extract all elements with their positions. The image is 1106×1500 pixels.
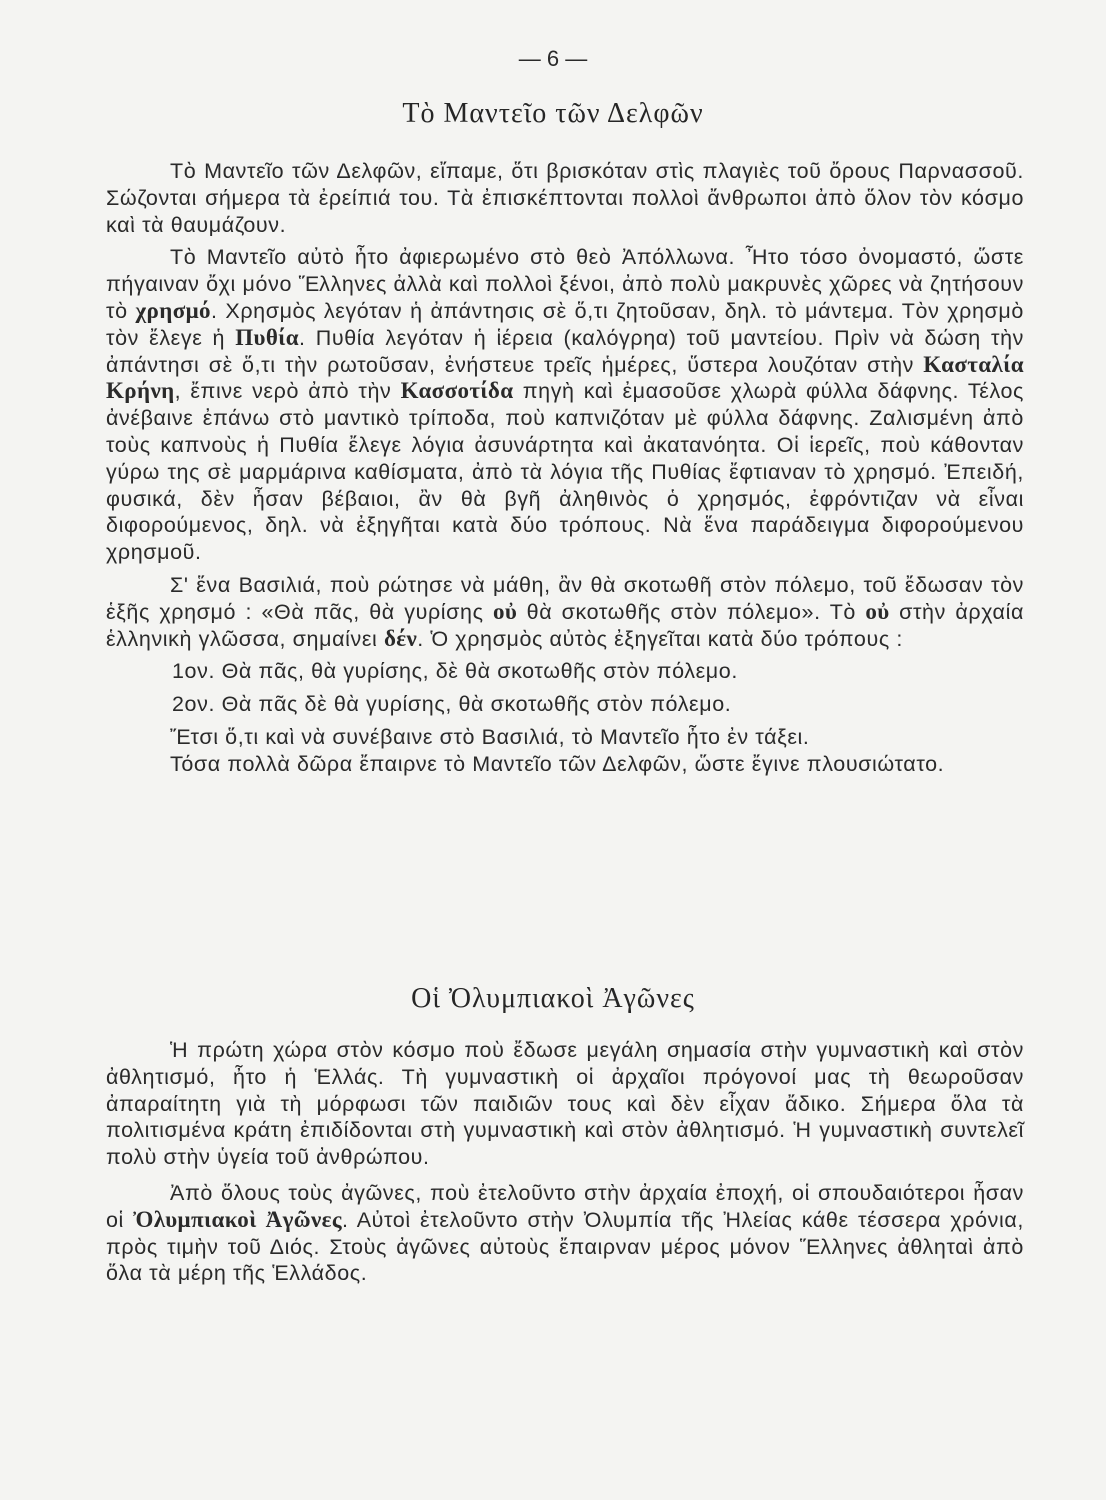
bold-term-oracle: χρησμό bbox=[135, 297, 211, 323]
text: θὰ σκοτωθῆς στὸν πόλεμο». Τὸ bbox=[517, 599, 866, 624]
text: πηγὴ καὶ ἐμασοῦσε χλωρὰ φύλλα δάφνης. Τέλος ἀνέβαινε ἐπάνω στὸ μαντικὸ τρίποδα, ποὺ καπνιζόταν μὲ φύλλα δάφνης. Ζαλισμένη ἀπὸ τοὺς καπνοὺς ἡ Πυθία ἔλεγε λόγια ἀσυνάρτητα καὶ ἀκατανόητα. Οἱ ἱερεῖς, ποὺ κάθονταν γύρω της σὲ μαρμάρινα καθίσματα, ἀπὸ τὰ λόγια τῆς Πυθίας ἔφτιαναν τὸ χρησμό. Ἐπειδή, φυσικά, δὲν ἦσαν βέβαιοι, ἂν θὰ βγῆ ἀληθινὸς ὁ χρησμός, ἐφρόντιζαν νὰ εἶναι διφορούμενος, δηλ. νὰ ἐξηγῆται κατὰ δύο τρόπους. Νὰ ἕνα παράδειγμα διφορούμενου χρησμοῦ. bbox=[106, 379, 1024, 565]
bold-term-olympic-games: Ὀλυμπιακοὶ Ἀγῶνες bbox=[133, 1206, 342, 1232]
paragraph bbox=[106, 1180, 1024, 1287]
text: . Αὐτοὶ ἐτελοῦντο στὴν Ὀλυμπία τῆς Ἠλείας κάθε τέσσερα χρόνια, πρὸς τιμὴν τοῦ Διός. Στοὺς ἀγῶνες αὐτοὺς ἔπαιρναν μέρος μόνον Ἕλληνες ἀθληταὶ ἀπὸ ὅλα τὰ μέρη τῆς Ἑλλάδος. bbox=[106, 1207, 1024, 1286]
list-item: 1ον. Θὰ πᾶς, θὰ γυρίσης, δὲ θὰ σκοτωθῆς στὸν πόλεμο. bbox=[172, 659, 738, 684]
text: . Ὁ χρησμὸς αὐτὸς ἐξηγεῖται κατὰ δύο τρόπους : bbox=[417, 626, 903, 651]
paragraph: Ἡ πρώτη χώρα στὸν κόσμο ποὺ ἔδωσε μεγάλη σημασία στὴν γυμναστικὴ καὶ στὸν ἀθλητισμό, ἦτο ἡ Ἑλλάς. Τὴ γυμναστικὴ οἱ ἀρχαῖοι πρόγονοί μας τὴ θεωροῦσαν ἀπαραίτητη γιὰ τὴ μόρφωσι τῶν παιδιῶν τους καὶ δὲν εἶχαν ἄδικο. Σήμερα ὅλα τὰ πολιτισμένα κράτη ἐπιδίδονται στὴ γυμναστικὴ καὶ στὸν ἀθλητισμό. Ἡ γυμναστικὴ συντελεῖ πολὺ στὴν ὑγεία τοῦ ἀνθρώπου. bbox=[106, 1038, 1024, 1170]
text: . Χρησμὸς λεγόταν ἡ ἀπάντησις σὲ ὅ,τι ζητοῦσαν, δηλ. τὸ μάντεμα. Τὸν χρησμὸ τὸν ἔλεγε ἡ bbox=[106, 298, 1024, 350]
paragraph: Τὸ Μαντεῖο τῶν Δελφῶν, εἴπαμε, ὅτι βρισκόταν στὶς πλαγιὲς τοῦ ὄρους Παρνασσοῦ. Σώζονται σήμερα τὰ ἐρείπιά του. Τὰ ἐπισκέπτονται πολλοὶ ἄνθρωποι ἀπὸ ὅλον τὸν κόσμο καὶ τὰ θαυμάζουν. bbox=[106, 159, 1024, 237]
bold-term-den: δέν bbox=[383, 625, 418, 651]
list-item: 2ον. Θὰ πᾶς δὲ θὰ γυρίσης, θὰ σκοτωθῆς στὸν πόλεμο. bbox=[172, 692, 732, 717]
section-title-olympic-games: Οἱ Ὀλυμπιακοὶ Ἀγῶνες bbox=[411, 983, 695, 1014]
text: Σ' ἕνα Βασιλιά, ποὺ ρώτησε νὰ μάθη, ἂν θὰ σκοτωθῆ στὸν πόλεμο, τοῦ ἔδωσαν τὸν ἑξῆς χρησμό : «Θὰ πᾶς, θὰ γυρίσης bbox=[106, 572, 1024, 624]
text: , ἔπινε νερὸ ἀπὸ τὴν bbox=[174, 379, 401, 404]
text: . Πυθία λεγόταν ἡ ἱέρεια (καλόγρηα) τοῦ μαντείου. Πρὶν νὰ δώση τὴν ἀπάντησι σὲ ὅ,τι τὴν ρωτοῦσαν, ἐνήστευε τρεῖς ἡμέρες, ὕστερα λουζόταν στὴν bbox=[106, 325, 1024, 377]
paragraph bbox=[106, 244, 1024, 566]
bold-term-kassotida: Κασσοτίδα bbox=[400, 378, 514, 404]
paragraph: Τόσα πολλὰ δῶρα ἔπαιρνε τὸ Μαντεῖο τῶν Δελφῶν, ὥστε ἔγινε πλουσιώτατο. bbox=[170, 751, 945, 776]
paragraph: Ἔτσι ὅ,τι καὶ νὰ συνέβαινε στὸ Βασιλιά, τὸ Μαντεῖο ἦτο ἐν τάξει. bbox=[170, 724, 810, 749]
paragraph bbox=[106, 572, 1024, 652]
bold-term-castalia-spring: Κασταλία Κρήνη bbox=[106, 351, 1024, 404]
bold-term-ou: οὐ bbox=[492, 598, 518, 624]
section-title-delphi-oracle: Τὸ Μαντεῖο τῶν Δελφῶν bbox=[402, 98, 704, 129]
page-number: — 6 — bbox=[518, 46, 588, 71]
section-olympic-games bbox=[106, 1037, 1024, 1287]
bold-term-ou: οὐ bbox=[865, 598, 890, 624]
text: στὴν ἀρχαία ἑλληνικὴ γλῶσσα, σημαίνει bbox=[106, 599, 1024, 651]
text: Ἀπὸ ὅλους τοὺς ἀγῶνες, ποὺ ἐτελοῦντο στὴν ἀρχαία ἐποχή, οἱ σπουδαιότεροι ἦσαν οἱ bbox=[106, 1180, 1024, 1232]
text: Τὸ Μαντεῖο αὐτὸ ἦτο ἀφιερωμένο στὸ θεὸ Ἀπόλλωνα. Ἦτο τόσο ὀνομαστό, ὥστε πήγαιναν ὄχι μόνο Ἕλληνες ἀλλὰ καὶ πολλοὶ ξένοι, ἀπὸ πολὺ μακρυνὲς χῶρες νὰ ζητήσουν τὸ bbox=[106, 245, 1024, 323]
bold-term-pythia: Πυθία bbox=[235, 324, 300, 350]
section-delphi-oracle bbox=[106, 158, 1024, 778]
